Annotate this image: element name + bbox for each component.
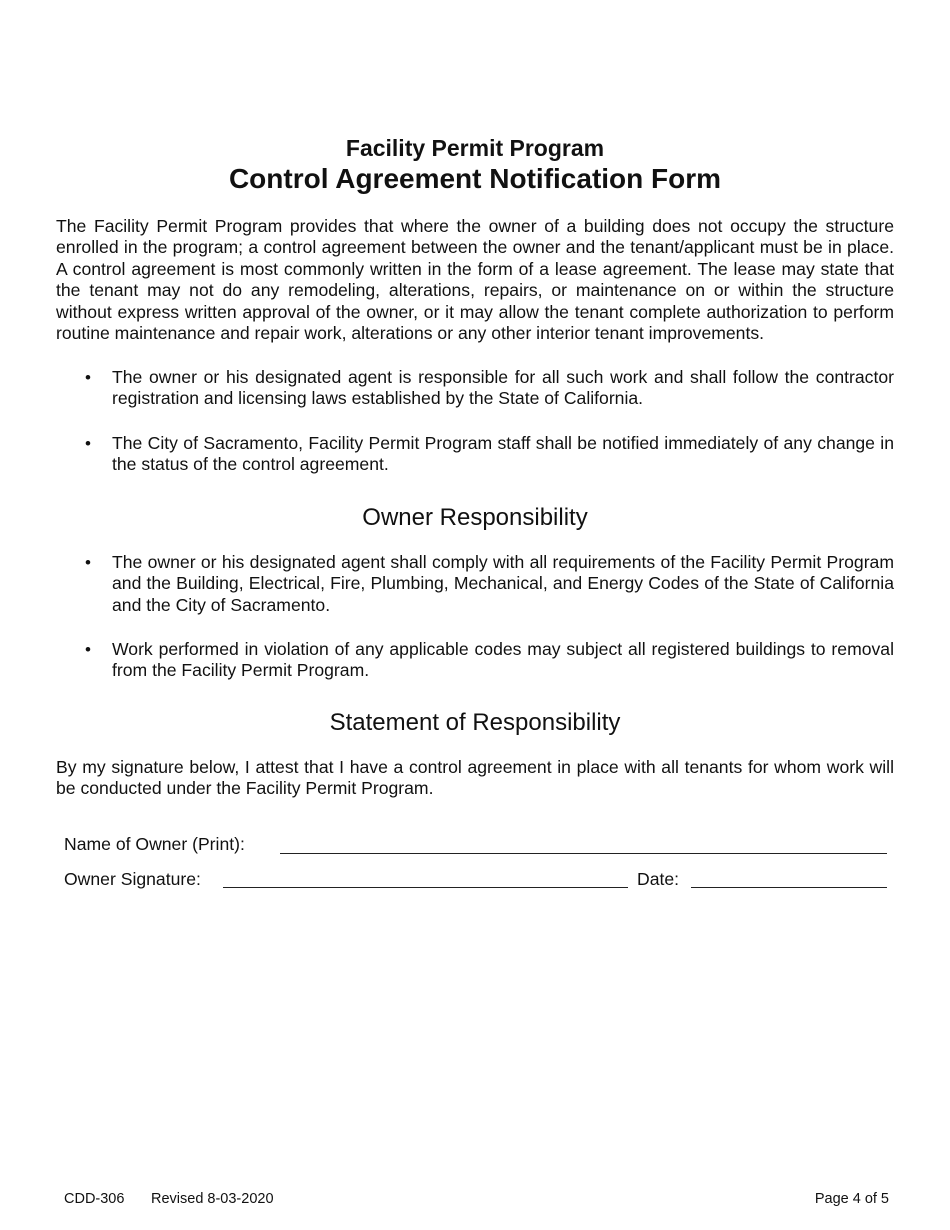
- list-item-text: The owner or his designated agent shall comply with all requirements of the Facility Permit Program and the Building, Electrical, Fire, Plumbing, Mechanical, and Energy Codes of the State of California and the City of Sacramento.: [112, 552, 894, 615]
- owner-name-field[interactable]: [280, 853, 887, 854]
- list-item: [85, 639, 894, 682]
- statement-paragraph: By my signature below, I attest that I have a control agreement in place with all tenants for whom work will be conducted under the Facility Permit Program.: [56, 757, 894, 799]
- bullet-icon: •: [85, 640, 91, 659]
- date-field[interactable]: [691, 887, 887, 888]
- document-header: [0, 133, 950, 195]
- program-title: Facility Permit Program: [345, 135, 605, 161]
- list-item-text: The owner or his designated agent is responsible for all such work and shall follow the contractor registration and licensing laws established by the State of California.: [112, 367, 894, 409]
- form-code: CDD-306: [64, 1191, 125, 1207]
- owner-responsibility-heading: Owner Responsibility: [362, 504, 588, 531]
- date-label: Date:: [637, 869, 680, 889]
- list-item: [85, 367, 894, 410]
- list-item-text: Work performed in violation of any applicable codes may subject all registered buildings to removal from the Facility Permit Program.: [112, 639, 894, 681]
- owner-signature-field[interactable]: [223, 887, 628, 888]
- page-number: Page 4 of 5: [814, 1191, 889, 1207]
- list-item: [85, 552, 894, 616]
- list-item-text: The City of Sacramento, Facility Permit Program staff shall be notified immediately of any change in the status of the control agreement.: [112, 433, 894, 475]
- intro-paragraph: The Facility Permit Program provides that where the owner of a building does not occupy the structure enrolled in the program; a control agreement between the owner and the tenant/applicant must be in place. A control agreement is most commonly written in the form of a lease agreement. The lease may state that the tenant may not do any remodeling, alterations, repairs, or maintenance on or within the structure without express written approval of the owner, or it may allow the tenant complete authorization to perform routine maintenance and repair work, alterations or any other interior tenant improvements.: [56, 216, 894, 344]
- owner-signature-label: Owner Signature:: [64, 869, 201, 889]
- bullet-icon: •: [85, 553, 91, 572]
- form-title: Control Agreement Notification Form: [228, 163, 722, 194]
- bullet-icon: •: [85, 434, 91, 453]
- bullet-icon: •: [85, 368, 91, 387]
- list-item: [85, 433, 894, 476]
- owner-name-label: Name of Owner (Print):: [64, 834, 245, 854]
- statement-heading: Statement of Responsibility: [329, 709, 621, 736]
- revised-date: Revised 8-03-2020: [151, 1191, 274, 1207]
